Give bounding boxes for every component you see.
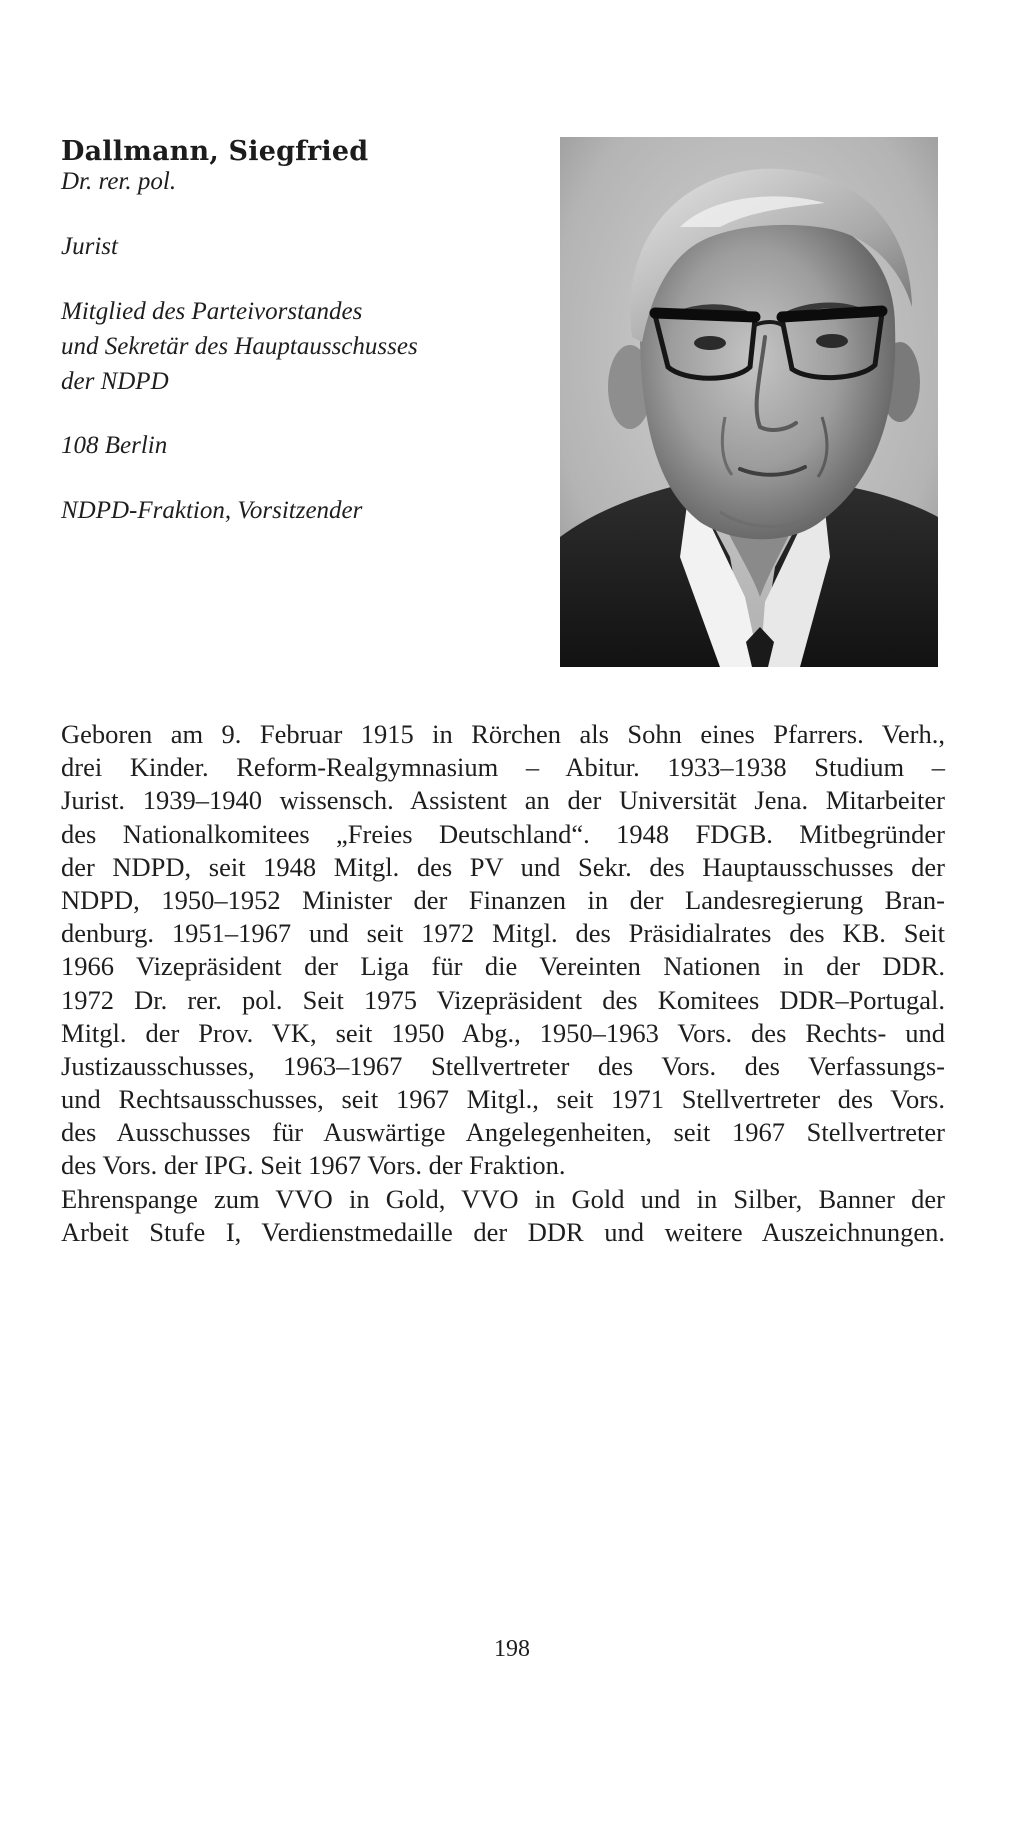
biography-line: Jurist. 1939–1940 wissensch. Assistent an der Universität Jena. Mitarbeiter [61, 785, 945, 816]
biography-line: der NDPD, seit 1948 Mitgl. des PV und Sekr. des Hauptausschusses der [61, 851, 945, 882]
position-line-2: und Sekretär des Hauptausschusses [61, 333, 418, 360]
biography-line: Ehrenspange zum VVO in Gold, VVO in Gold und in Silber, Banner der [61, 1183, 945, 1214]
portrait-photo [560, 137, 938, 667]
position-line-1: Mitglied des Parteivorstandes [61, 298, 363, 325]
biography-line: Geboren am 9. Februar 1915 in Rörchen als Sohn eines Pfarrers. Verh., [61, 719, 945, 749]
profession: Jurist [61, 233, 118, 260]
person-name: Dallmann, Siegfried [61, 136, 369, 167]
biography-line: denburg. 1951–1967 und seit 1972 Mitgl. des Präsidialrates des KB. Seit [61, 918, 945, 949]
portrait-image [560, 137, 938, 667]
location: 108 Berlin [61, 432, 168, 459]
page-number: 198 [494, 1636, 530, 1662]
biography-line: und Rechtsausschusses, seit 1967 Mitgl., seit 1971 Stellvertreter des Vors. [61, 1084, 945, 1115]
biography-line: Justizausschusses, 1963–1967 Stellvertreter des Vors. des Verfassungs- [61, 1050, 945, 1081]
biography-line: drei Kinder. Reform-Realgymnasium – Abitur. 1933–1938 Studium – [61, 752, 945, 783]
biography-line: 1972 Dr. rer. pol. Seit 1975 Vizepräsident des Komitees DDR–Portugal. [61, 984, 945, 1015]
biography-line: des Nationalkomitees „Freies Deutschland“. 1948 FDGB. Mitbegründer [61, 818, 945, 849]
biography-line: Mitgl. der Prov. VK, seit 1950 Abg., 1950–1963 Vors. des Rechts- und [61, 1017, 945, 1048]
biography-line: des Ausschusses für Auswärtige Angelegenheiten, seit 1967 Stellvertreter [61, 1117, 945, 1148]
faction-role: NDPD-Fraktion, Vorsitzender [61, 497, 363, 524]
biography-text [61, 718, 945, 1249]
academic-title: Dr. rer. pol. [61, 168, 177, 195]
biography-line: des Vors. der IPG. Seit 1967 Vors. der Fraktion. [61, 1150, 566, 1181]
biography-line: NDPD, 1950–1952 Minister der Finanzen in der Landesregierung Bran- [61, 884, 945, 915]
biography-line: Arbeit Stufe I, Verdienstmedaille der DDR und weitere Auszeichnungen. [61, 1216, 945, 1247]
position-line-3: der NDPD [61, 368, 169, 395]
biography-line: 1966 Vizepräsident der Liga für die Vereinten Nationen in der DDR. [61, 951, 945, 982]
